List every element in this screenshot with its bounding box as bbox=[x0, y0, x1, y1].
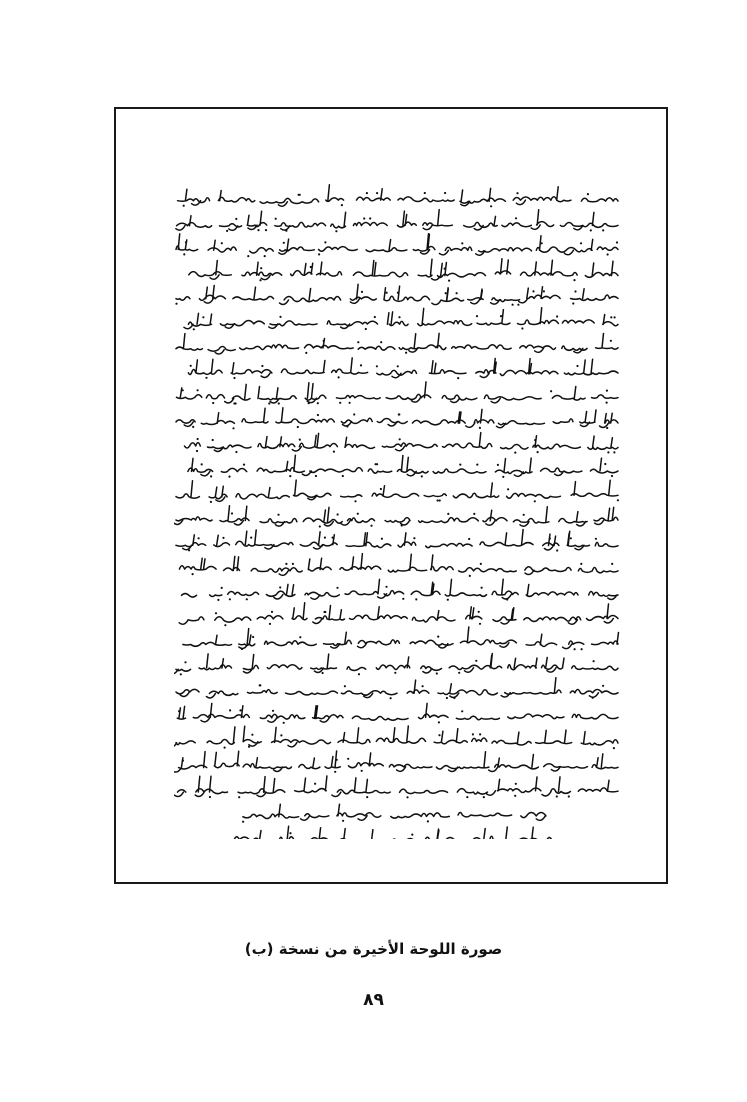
handwriting-line bbox=[174, 751, 618, 773]
ink-dot bbox=[444, 192, 446, 194]
handwriting-line bbox=[175, 284, 618, 306]
ink-dot bbox=[399, 438, 401, 440]
ink-dot bbox=[415, 598, 417, 600]
ink-dot bbox=[376, 463, 378, 465]
ink-dot bbox=[437, 499, 439, 501]
ink-dot bbox=[336, 587, 338, 589]
ink-dot bbox=[500, 315, 502, 317]
ink-dot bbox=[543, 290, 545, 292]
ink-dot bbox=[349, 402, 351, 404]
handwriting-line bbox=[178, 185, 618, 208]
handwriting-stroke bbox=[176, 530, 618, 550]
ink-dot bbox=[369, 217, 371, 219]
ink-dot bbox=[406, 796, 408, 798]
ink-dot bbox=[576, 365, 578, 367]
handwriting-stroke bbox=[185, 433, 619, 452]
ink-dot bbox=[614, 316, 616, 318]
ink-dot bbox=[473, 513, 475, 515]
ink-dot bbox=[334, 771, 336, 773]
ink-dot bbox=[515, 783, 517, 785]
handwriting-stroke bbox=[178, 185, 618, 206]
ink-dot bbox=[192, 426, 194, 428]
ink-dot bbox=[394, 672, 396, 674]
ink-dot bbox=[278, 402, 280, 404]
ink-dot bbox=[224, 624, 226, 626]
ink-dot bbox=[607, 253, 609, 255]
ink-dot bbox=[447, 599, 449, 601]
ink-dot bbox=[447, 513, 449, 515]
ink-dot bbox=[337, 513, 339, 515]
ink-dot bbox=[224, 747, 226, 749]
handwriting-stroke bbox=[174, 776, 618, 797]
ink-dot bbox=[212, 439, 214, 441]
handwriting-line bbox=[176, 480, 619, 503]
ink-dot bbox=[617, 499, 619, 501]
handwriting-line bbox=[176, 210, 618, 233]
ink-dot bbox=[422, 685, 424, 687]
handwriting-line bbox=[185, 433, 619, 454]
ink-dot bbox=[322, 672, 324, 674]
handwriting-line bbox=[174, 654, 618, 676]
handwriting-line bbox=[184, 308, 618, 331]
handwriting-line bbox=[176, 678, 618, 700]
ink-dot bbox=[283, 722, 285, 724]
ink-dot bbox=[483, 796, 485, 798]
ink-dot bbox=[196, 450, 198, 452]
ink-dot bbox=[574, 648, 576, 650]
ink-dot bbox=[205, 377, 207, 379]
ink-dot bbox=[587, 193, 589, 195]
ink-dot bbox=[580, 563, 582, 565]
ink-dot bbox=[201, 463, 203, 465]
ink-dot bbox=[354, 500, 356, 502]
ink-dot bbox=[319, 525, 321, 527]
ink-dot bbox=[184, 661, 186, 663]
ink-dot bbox=[242, 821, 244, 823]
ink-dot bbox=[252, 636, 254, 638]
ink-dot bbox=[272, 710, 274, 712]
ink-dot bbox=[466, 796, 468, 798]
ink-dot bbox=[476, 464, 478, 466]
ink-dot bbox=[243, 464, 245, 466]
handwriting-stroke bbox=[234, 826, 552, 839]
ink-dot bbox=[261, 365, 263, 367]
ink-dot bbox=[613, 451, 615, 453]
ink-dot bbox=[275, 218, 277, 220]
ink-dot bbox=[197, 438, 199, 440]
handwriting-stroke bbox=[176, 678, 618, 698]
ink-dot bbox=[607, 451, 609, 453]
ink-dot bbox=[257, 229, 259, 231]
ink-dot bbox=[438, 721, 440, 723]
ink-dot bbox=[397, 365, 399, 367]
ink-dot bbox=[616, 241, 618, 243]
ink-dot bbox=[314, 783, 316, 785]
ink-dot bbox=[398, 413, 400, 415]
ink-dot bbox=[299, 194, 301, 196]
ink-dot bbox=[215, 612, 217, 614]
ink-dot bbox=[365, 328, 367, 330]
ink-dot bbox=[363, 217, 365, 219]
ink-dot bbox=[250, 537, 252, 539]
ink-dot bbox=[370, 525, 372, 527]
ink-dot bbox=[479, 623, 481, 625]
handwriting-stroke bbox=[174, 654, 618, 674]
handwriting-stroke bbox=[177, 703, 618, 722]
ink-dot bbox=[405, 352, 407, 354]
ink-dot bbox=[342, 475, 344, 477]
handwriting-line bbox=[188, 455, 618, 478]
handwriting-stroke bbox=[188, 455, 618, 476]
handwriting-line bbox=[174, 776, 618, 798]
handwriting-line bbox=[179, 603, 618, 627]
ink-dot bbox=[217, 599, 219, 601]
ink-dot bbox=[427, 820, 429, 822]
ink-dot bbox=[212, 402, 214, 404]
ink-dot bbox=[413, 537, 415, 539]
ink-dot bbox=[385, 586, 387, 588]
ink-dot bbox=[448, 280, 450, 282]
ink-dot bbox=[446, 697, 448, 699]
ink-dot bbox=[324, 537, 326, 539]
ink-dot bbox=[580, 242, 582, 244]
ink-dot bbox=[297, 426, 299, 428]
ink-dot bbox=[289, 475, 291, 477]
ink-dot bbox=[602, 229, 604, 231]
ink-dot bbox=[335, 230, 337, 232]
ink-dot bbox=[424, 192, 426, 194]
ink-dot bbox=[581, 648, 583, 650]
ink-dot bbox=[556, 795, 558, 797]
ink-dot bbox=[476, 315, 478, 317]
ink-dot bbox=[374, 316, 376, 318]
ink-dot bbox=[318, 253, 320, 255]
ink-dot bbox=[610, 340, 612, 342]
ink-dot bbox=[317, 402, 319, 404]
ink-dot bbox=[550, 390, 552, 392]
handwriting-stroke bbox=[243, 804, 546, 820]
handwriting-stroke bbox=[182, 579, 619, 599]
ink-dot bbox=[175, 303, 177, 305]
ink-dot bbox=[468, 538, 470, 540]
ink-dot bbox=[289, 832, 291, 834]
ink-dot bbox=[232, 427, 234, 429]
ink-dot bbox=[259, 684, 261, 686]
manuscript-handwriting bbox=[174, 179, 620, 839]
ink-dot bbox=[193, 328, 195, 330]
ink-dot bbox=[534, 500, 536, 502]
ink-dot bbox=[502, 476, 504, 478]
ink-dot bbox=[279, 316, 281, 318]
ink-dot bbox=[361, 770, 363, 772]
ink-dot bbox=[512, 304, 514, 306]
ink-dot bbox=[475, 660, 477, 662]
ink-dot bbox=[411, 834, 413, 836]
ink-dot bbox=[221, 587, 223, 589]
handwriting-line bbox=[179, 554, 618, 577]
handwriting-line bbox=[183, 627, 619, 650]
ink-dot bbox=[461, 242, 463, 244]
ink-dot bbox=[209, 796, 211, 798]
ink-dot bbox=[514, 795, 516, 797]
ink-dot bbox=[480, 563, 482, 565]
ink-dot bbox=[572, 302, 574, 304]
page-number: ٨٩ bbox=[363, 990, 384, 1010]
handwriting-line bbox=[174, 506, 618, 528]
ink-dot bbox=[360, 364, 362, 366]
ink-dot bbox=[517, 304, 519, 306]
ink-dot bbox=[481, 587, 483, 589]
ink-dot bbox=[606, 427, 608, 429]
ink-dot bbox=[305, 352, 307, 354]
handwriting-stroke bbox=[176, 408, 618, 428]
handwriting-line bbox=[234, 826, 552, 839]
manuscript-frame bbox=[114, 107, 668, 884]
handwriting-stroke bbox=[174, 751, 618, 772]
ink-dot bbox=[233, 377, 235, 379]
handwriting-line bbox=[177, 703, 618, 724]
ink-dot bbox=[507, 488, 509, 490]
ink-dot bbox=[497, 464, 499, 466]
ink-dot bbox=[357, 513, 359, 515]
ink-dot bbox=[390, 697, 392, 699]
ink-dot bbox=[573, 279, 575, 281]
ink-dot bbox=[381, 538, 383, 540]
handwriting-stroke bbox=[174, 726, 618, 747]
ink-dot bbox=[210, 475, 212, 477]
ink-dot bbox=[292, 563, 294, 565]
ink-dot bbox=[590, 229, 592, 231]
handwriting-stroke bbox=[189, 259, 618, 280]
ink-dot bbox=[280, 734, 282, 736]
ink-dot bbox=[246, 598, 248, 600]
handwriting-stroke bbox=[177, 382, 619, 403]
ink-dot bbox=[202, 316, 204, 318]
ink-dot bbox=[265, 229, 267, 231]
handwriting-stroke bbox=[188, 358, 618, 378]
ink-dot bbox=[402, 598, 404, 600]
ink-dot bbox=[438, 734, 440, 736]
ink-dot bbox=[299, 636, 301, 638]
ink-dot bbox=[198, 537, 200, 539]
ink-dot bbox=[277, 514, 279, 516]
ink-dot bbox=[380, 488, 382, 490]
ink-dot bbox=[469, 575, 471, 577]
ink-dot bbox=[233, 402, 235, 404]
ink-dot bbox=[380, 341, 382, 343]
handwriting-stroke bbox=[176, 210, 618, 231]
ink-dot bbox=[366, 192, 368, 194]
ink-dot bbox=[342, 820, 344, 822]
ink-dot bbox=[339, 402, 341, 404]
ink-dot bbox=[190, 365, 192, 367]
handwriting-line bbox=[176, 333, 618, 354]
ink-dot bbox=[461, 710, 463, 712]
ink-dot bbox=[606, 402, 608, 404]
handwriting-line bbox=[242, 804, 546, 823]
ink-dot bbox=[358, 673, 360, 675]
ink-dot bbox=[285, 563, 287, 565]
handwriting-line bbox=[176, 234, 618, 257]
ink-dot bbox=[574, 290, 576, 292]
ink-dot bbox=[357, 341, 359, 343]
ink-dot bbox=[283, 242, 285, 244]
ink-dot bbox=[192, 573, 194, 575]
ink-dot bbox=[197, 389, 199, 391]
handwriting-stroke bbox=[184, 308, 618, 329]
ink-dot bbox=[521, 327, 523, 329]
ink-dot bbox=[238, 796, 240, 798]
ink-dot bbox=[602, 685, 604, 687]
ink-dot bbox=[570, 537, 572, 539]
ink-dot bbox=[279, 586, 281, 588]
ink-dot bbox=[445, 292, 447, 294]
ink-dot bbox=[556, 549, 558, 551]
ink-dot bbox=[458, 672, 460, 674]
ink-dot bbox=[386, 292, 388, 294]
ink-dot bbox=[611, 563, 613, 565]
ink-dot bbox=[515, 217, 517, 219]
ink-dot bbox=[457, 377, 459, 379]
ink-dot bbox=[210, 501, 212, 503]
handwriting-line bbox=[177, 382, 619, 405]
ink-dot bbox=[472, 733, 474, 735]
ink-dot bbox=[239, 709, 241, 711]
ink-dot bbox=[183, 253, 185, 255]
ink-dot bbox=[456, 292, 458, 294]
ink-dot bbox=[366, 796, 368, 798]
ink-dot bbox=[229, 598, 231, 600]
ink-dot bbox=[259, 279, 261, 281]
ink-dot bbox=[347, 758, 349, 760]
ink-dot bbox=[260, 267, 262, 269]
ink-dot bbox=[439, 499, 441, 501]
ink-dot bbox=[516, 192, 518, 194]
handwriting-stroke bbox=[174, 506, 618, 527]
handwriting-stroke bbox=[183, 627, 619, 649]
ink-dot bbox=[324, 241, 326, 243]
figure-caption: صورة اللوحة الأخيرة من نسخة (ب) bbox=[244, 940, 503, 958]
ink-dot bbox=[361, 291, 363, 293]
ink-dot bbox=[323, 611, 325, 613]
ink-dot bbox=[593, 660, 595, 662]
ink-dot bbox=[251, 734, 253, 736]
ink-dot bbox=[532, 290, 534, 292]
handwriting-line bbox=[174, 726, 618, 749]
ink-dot bbox=[341, 204, 343, 206]
ink-dot bbox=[221, 242, 223, 244]
handwriting-line bbox=[176, 408, 618, 430]
ink-dot bbox=[226, 230, 228, 232]
ink-dot bbox=[344, 685, 346, 687]
ink-dot bbox=[299, 439, 301, 441]
ink-dot bbox=[568, 795, 570, 797]
handwriting-stroke bbox=[176, 284, 618, 304]
ink-dot bbox=[231, 512, 233, 514]
ink-dot bbox=[459, 464, 461, 466]
ink-dot bbox=[436, 672, 438, 674]
ink-dot bbox=[611, 475, 613, 477]
ink-dot bbox=[376, 365, 378, 367]
handwriting-stroke bbox=[176, 234, 618, 255]
ink-dot bbox=[315, 475, 317, 477]
ink-dot bbox=[264, 255, 266, 257]
ink-dot bbox=[268, 402, 270, 404]
handwriting-line bbox=[188, 358, 618, 379]
handwriting-stroke bbox=[179, 603, 618, 625]
ink-dot bbox=[376, 192, 378, 194]
ink-dot bbox=[333, 451, 335, 453]
ink-dot bbox=[235, 218, 237, 220]
ink-dot bbox=[269, 623, 271, 625]
ink-dot bbox=[271, 611, 273, 613]
ink-dot bbox=[398, 316, 400, 318]
ink-dot bbox=[235, 451, 237, 453]
ink-dot bbox=[338, 376, 340, 378]
handwriting-stroke bbox=[176, 333, 618, 354]
ink-dot bbox=[479, 427, 481, 429]
handwriting-stroke bbox=[176, 480, 618, 501]
handwriting-line bbox=[182, 579, 619, 601]
handwriting-stroke bbox=[179, 554, 618, 576]
ink-dot bbox=[353, 413, 355, 415]
ink-dot bbox=[228, 476, 230, 478]
ink-dot bbox=[595, 538, 597, 540]
ink-dot bbox=[610, 316, 612, 318]
ink-dot bbox=[183, 205, 185, 207]
ink-dot bbox=[180, 673, 182, 675]
handwriting-line bbox=[176, 530, 618, 552]
ink-dot bbox=[604, 463, 606, 465]
ink-dot bbox=[247, 255, 249, 257]
ink-dot bbox=[606, 390, 608, 392]
ink-dot bbox=[523, 514, 525, 516]
ink-dot bbox=[556, 315, 558, 317]
ink-dot bbox=[421, 475, 423, 477]
ink-dot bbox=[490, 205, 492, 207]
ink-dot bbox=[613, 747, 615, 749]
ink-dot bbox=[537, 451, 539, 453]
handwriting-line bbox=[189, 259, 618, 282]
ink-dot bbox=[222, 537, 224, 539]
ink-dot bbox=[437, 636, 439, 638]
ink-dot bbox=[479, 733, 481, 735]
manuscript-image bbox=[174, 179, 620, 839]
ink-dot bbox=[514, 452, 516, 454]
ink-dot bbox=[317, 414, 319, 416]
ink-dot bbox=[478, 611, 480, 613]
ink-dot bbox=[229, 709, 231, 711]
